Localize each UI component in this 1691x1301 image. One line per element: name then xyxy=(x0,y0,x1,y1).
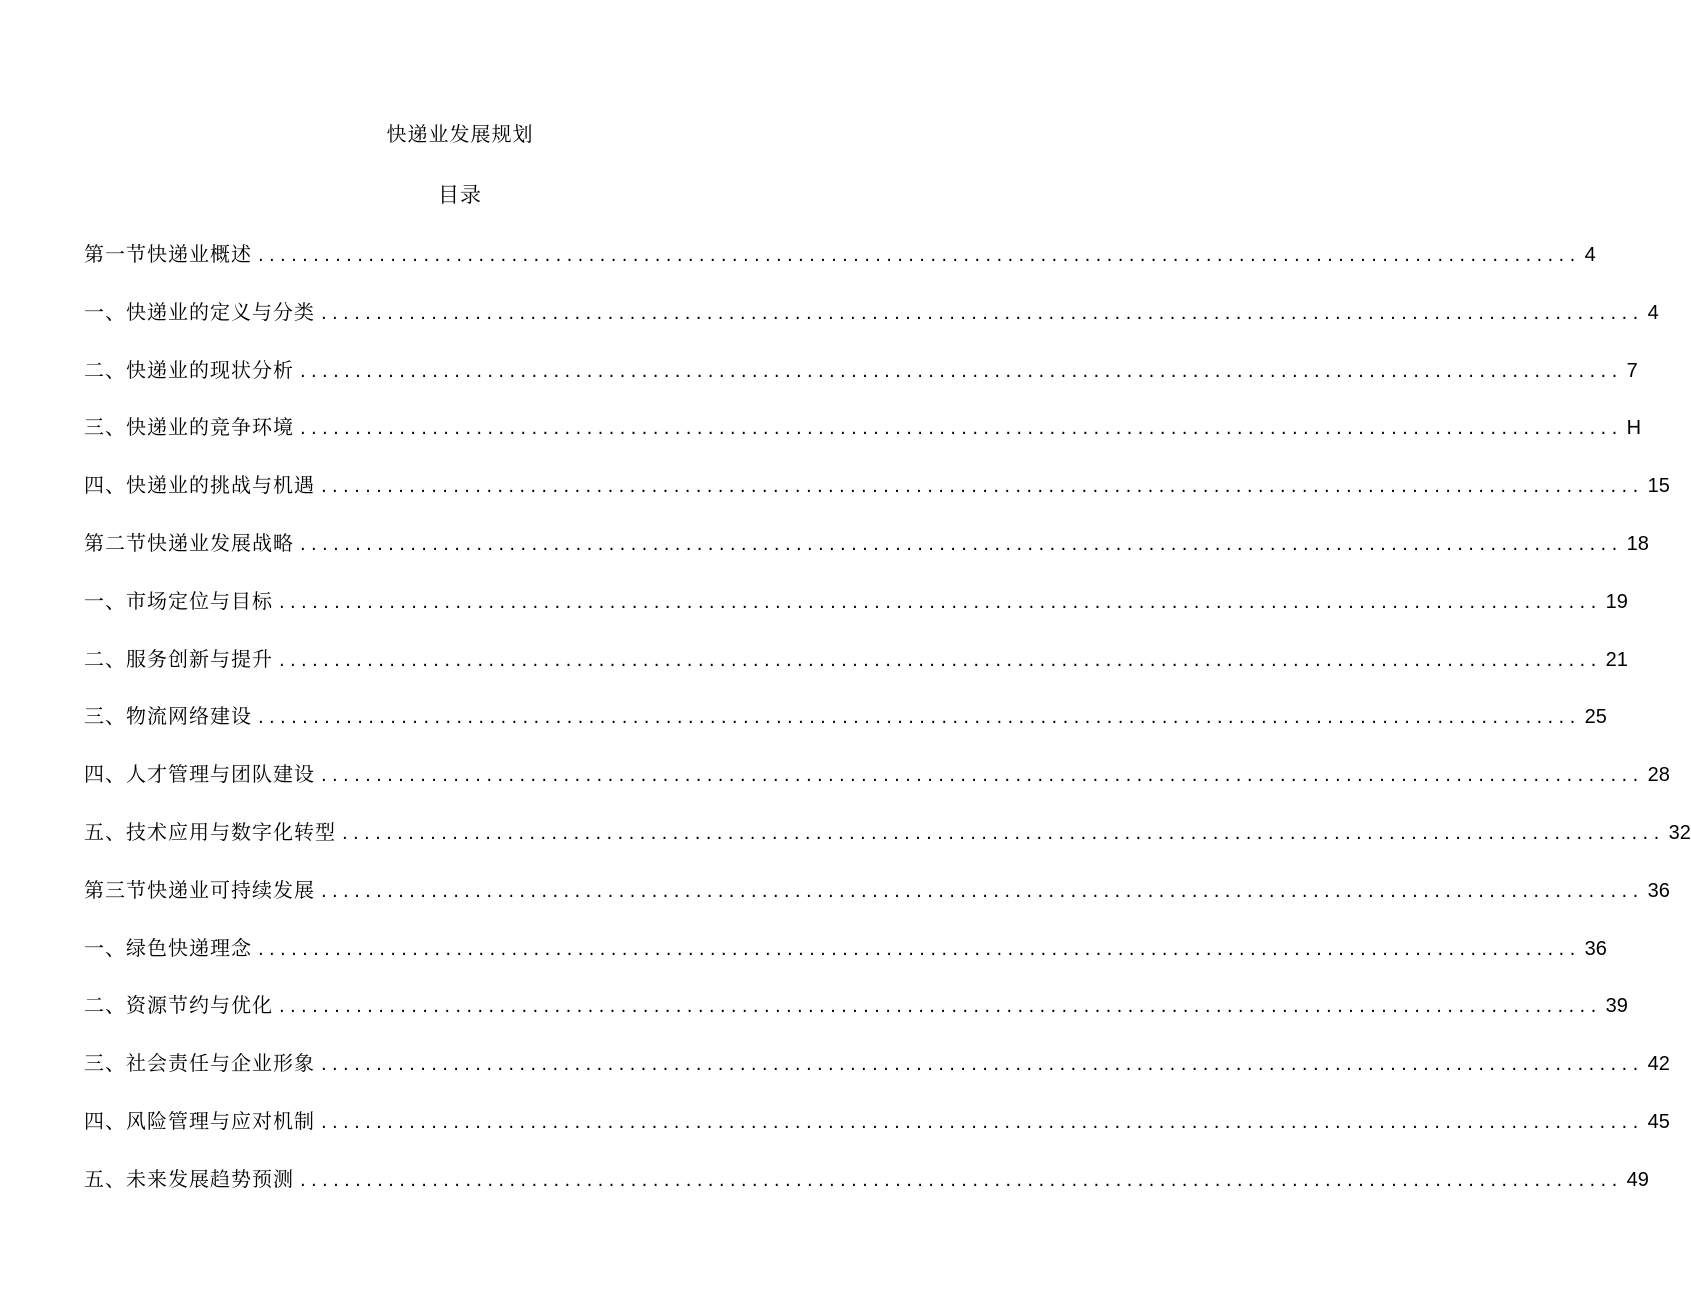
toc-entry[interactable] xyxy=(84,987,1628,1045)
toc-entry-page: 45 xyxy=(1647,1110,1670,1133)
toc-entry-page: H xyxy=(1626,417,1642,440)
toc-dot-leader: ........................................................................................................................ xyxy=(300,360,1623,382)
toc-entry[interactable] xyxy=(84,641,1628,699)
toc-dot-leader: ........................................................................................................................ xyxy=(321,1054,1644,1076)
toc-dot-leader: ........................................................................................................................ xyxy=(300,533,1623,555)
toc-entry-page: 32 xyxy=(1668,821,1691,844)
toc-dot-leader: ........................................................................................................................ xyxy=(321,880,1644,902)
toc-dot-leader: ........................................................................................................................ xyxy=(258,707,1581,729)
toc-entry[interactable] xyxy=(84,756,1670,814)
toc-entry-label: 四、人才管理与团队建设 xyxy=(84,762,315,787)
toc-dot-leader: ........................................................................................................................ xyxy=(321,1111,1644,1133)
document-title: 快递业发展规划 xyxy=(386,122,534,146)
toc-entry-page: 4 xyxy=(1647,301,1659,324)
toc-entry-label: 一、绿色快递理念 xyxy=(84,935,252,960)
toc-entry[interactable] xyxy=(84,698,1607,756)
toc-entry[interactable] xyxy=(84,583,1628,641)
toc-dot-leader: ........................................................................................................................ xyxy=(258,938,1581,960)
toc-entry[interactable] xyxy=(84,294,1659,352)
toc-entry-page: 25 xyxy=(1584,706,1607,729)
toc-entry[interactable] xyxy=(84,1161,1649,1219)
toc-entry-page: 7 xyxy=(1626,359,1638,382)
toc-dot-leader: ........................................................................................................................ xyxy=(300,1169,1623,1191)
toc-heading: 目录 xyxy=(438,183,482,207)
toc-dot-leader: ........................................................................................................................ xyxy=(279,591,1602,613)
table-of-contents xyxy=(84,236,1691,1219)
toc-entry[interactable] xyxy=(84,236,1596,294)
toc-entry-page: 49 xyxy=(1626,1168,1649,1191)
toc-dot-leader: ........................................................................................................................ xyxy=(279,649,1602,671)
toc-entry-label: 第三节快递业可持续发展 xyxy=(84,877,315,902)
toc-entry-page: 36 xyxy=(1584,937,1607,960)
toc-entry-label: 一、快递业的定义与分类 xyxy=(84,299,315,324)
toc-dot-leader: ........................................................................................................................ xyxy=(321,765,1644,787)
toc-entry-page: 42 xyxy=(1647,1053,1670,1076)
toc-dot-leader: ........................................................................................................................ xyxy=(321,476,1644,498)
toc-entry-page: 18 xyxy=(1626,532,1649,555)
toc-entry[interactable] xyxy=(84,1045,1670,1103)
toc-entry[interactable] xyxy=(84,525,1649,583)
toc-entry[interactable] xyxy=(84,930,1607,988)
toc-dot-leader: ........................................................................................................................ xyxy=(300,418,1623,440)
toc-entry-label: 五、技术应用与数字化转型 xyxy=(84,819,336,844)
toc-entry-label: 二、资源节约与优化 xyxy=(84,993,273,1018)
toc-entry-page: 36 xyxy=(1647,879,1670,902)
toc-entry[interactable] xyxy=(84,1103,1670,1161)
toc-entry-label: 三、物流网络建设 xyxy=(84,704,252,729)
toc-entry-page: 15 xyxy=(1647,475,1670,498)
toc-dot-leader: ........................................................................................................................ xyxy=(258,245,1581,266)
toc-entry[interactable] xyxy=(84,409,1642,467)
toc-dot-leader: ........................................................................................................................ xyxy=(279,996,1602,1018)
toc-entry[interactable] xyxy=(84,467,1670,525)
toc-entry-label: 三、社会责任与企业形象 xyxy=(84,1051,315,1076)
toc-entry-label: 五、未来发展趋势预测 xyxy=(84,1166,294,1191)
toc-dot-leader: ........................................................................................................................ xyxy=(321,302,1644,324)
toc-entry-label: 二、服务创新与提升 xyxy=(84,646,273,671)
toc-entry-page: 4 xyxy=(1584,244,1596,266)
toc-entry-label: 四、风险管理与应对机制 xyxy=(84,1108,315,1133)
toc-entry-label: 二、快递业的现状分析 xyxy=(84,357,294,382)
toc-entry-label: 三、快递业的竞争环境 xyxy=(84,415,294,440)
toc-entry-label: 第一节快递业概述 xyxy=(84,242,252,266)
toc-entry-label: 一、市场定位与目标 xyxy=(84,588,273,613)
toc-entry[interactable] xyxy=(84,814,1691,872)
toc-entry-page: 21 xyxy=(1605,648,1628,671)
toc-entry-label: 四、快递业的挑战与机遇 xyxy=(84,473,315,498)
toc-entry[interactable] xyxy=(84,352,1638,410)
toc-entry[interactable] xyxy=(84,872,1670,930)
toc-entry-page: 39 xyxy=(1605,995,1628,1018)
toc-entry-page: 28 xyxy=(1647,764,1670,787)
toc-entry-page: 19 xyxy=(1605,590,1628,613)
toc-dot-leader: ........................................................................................................................ xyxy=(342,822,1665,844)
toc-entry-label: 第二节快递业发展战略 xyxy=(84,530,294,555)
